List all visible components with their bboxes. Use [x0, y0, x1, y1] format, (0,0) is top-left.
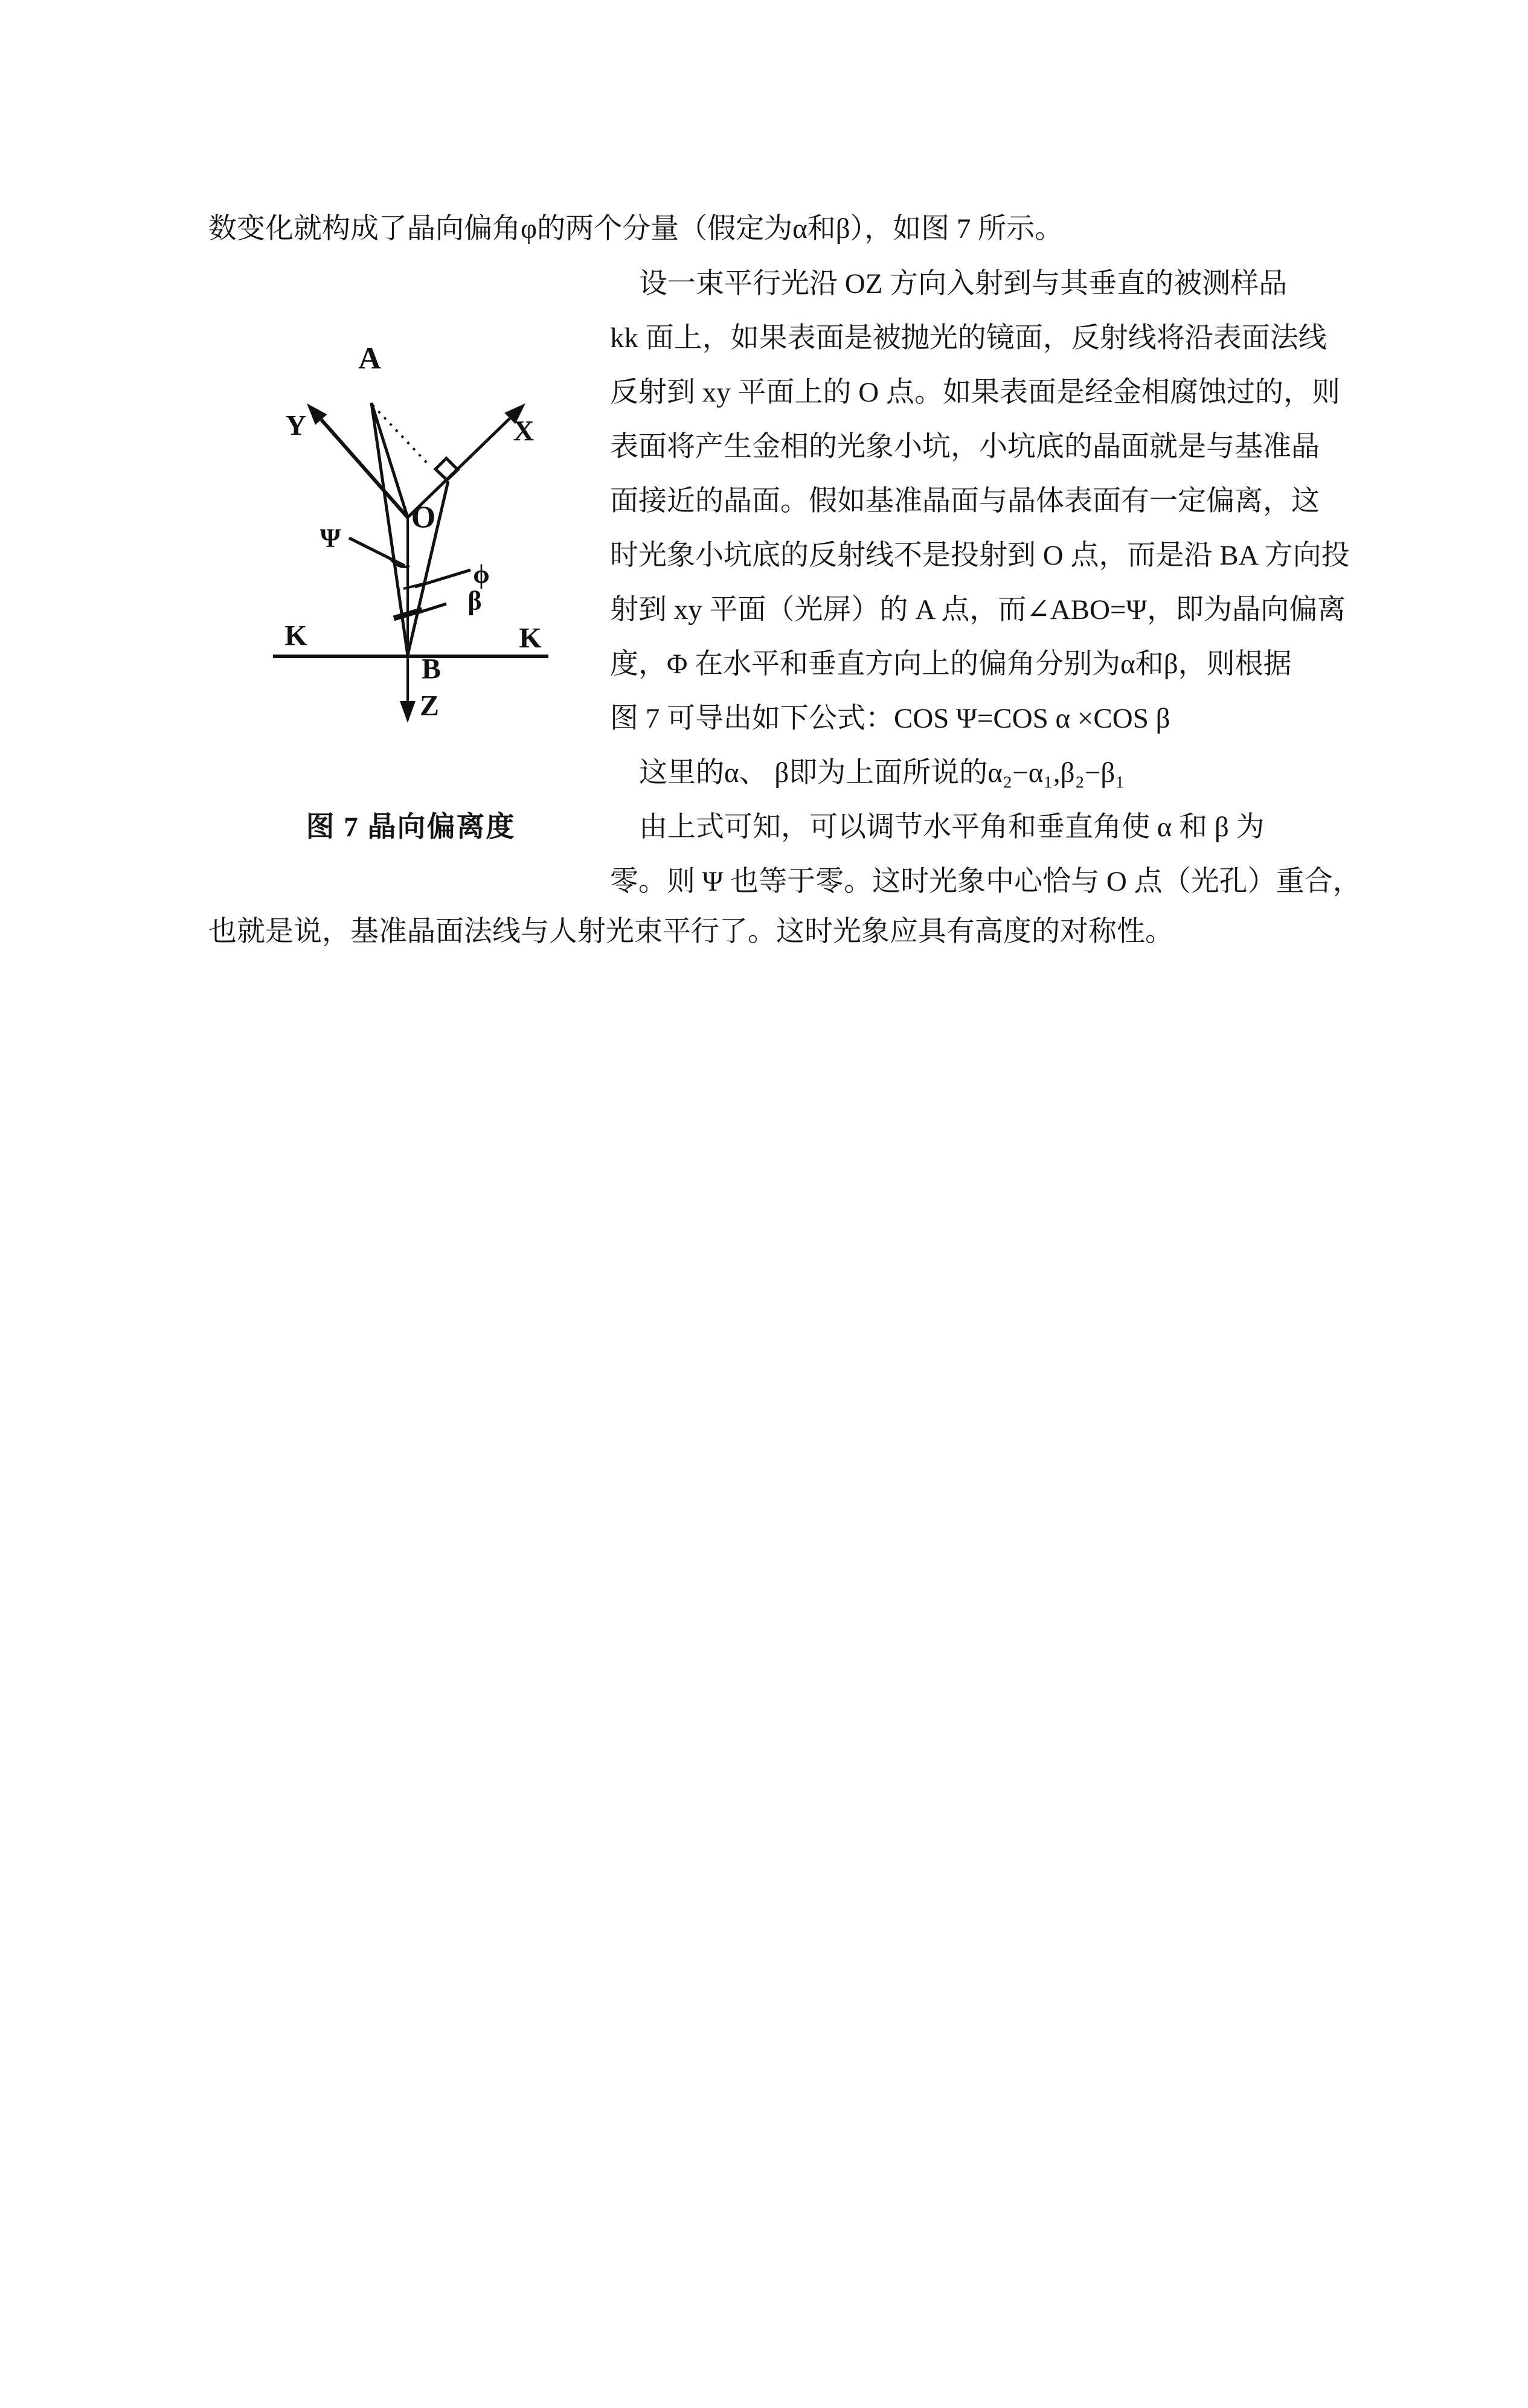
- paragraph-line: kk 面上，如果表面是被抛光的镜面，反射线将沿表面法线: [610, 322, 1327, 354]
- paragraph-line: 表面将产生金相的光象小坑，小坑底的晶面就是与基准晶: [610, 431, 1320, 463]
- psi-leader-line: [349, 538, 405, 566]
- paragraph-line: 由上式可知，可以调节水平角和垂直角使 α 和 β 为: [639, 812, 1265, 843]
- paragraph-line: 这里的α、 β即为上面所说的α₂−α₁,β₂−β₁: [639, 757, 1125, 789]
- label-angle-beta: β: [467, 586, 482, 616]
- label-angle-psi: Ψ: [319, 523, 341, 553]
- label-axis-z: Z: [419, 690, 440, 722]
- paragraph-line: 反射到 xy 平面上的 O 点。如果表面是经金相腐蚀过的，则: [610, 377, 1340, 408]
- label-angle-phi: ϕ: [473, 559, 490, 589]
- intro-paragraph-line: 数变化就构成了晶向偏角φ的两个分量（假定为α和β），如图 7 所示。: [208, 213, 1064, 245]
- label-k-left: K: [284, 620, 307, 652]
- closing-paragraph-line: 也就是说，基准晶面法线与人射光束平行了。这时光象应具有高度的对称性。: [208, 916, 1173, 947]
- z-axis-arrowhead-icon: [400, 701, 416, 723]
- paragraph-line: 设一束平行光沿 OZ 方向入射到与其垂直的被测样品: [639, 268, 1288, 299]
- paragraph-line: 度，Φ 在水平和垂直方向上的偏角分别为α和β，则根据: [610, 648, 1292, 680]
- label-axis-y: Y: [285, 409, 307, 442]
- label-point-b: B: [421, 653, 441, 685]
- label-point-a: A: [358, 341, 381, 376]
- paragraph-line: 零。则 Ψ 也等于零。这时光象中心恰与 O 点（光孔）重合，: [610, 866, 1361, 897]
- figure-7-diagram: [254, 326, 568, 737]
- oa-line: [371, 403, 408, 517]
- label-k-right: K: [519, 622, 542, 655]
- paragraph-line: 射到 xy 平面（光屏）的 A 点，而∠ABO=Ψ，即为晶向偏离: [610, 594, 1346, 626]
- label-origin-o: O: [411, 500, 436, 535]
- right-angle-mark-icon: [435, 458, 458, 480]
- label-axis-x: X: [513, 415, 534, 447]
- paragraph-line-formula: 图 7 可导出如下公式：COS Ψ=COS α ×COS β: [610, 703, 1170, 734]
- paragraph-line: 时光象小坑底的反射线不是投射到 O 点，而是沿 BA 方向投: [610, 540, 1350, 571]
- paragraph-line: 面接近的晶面。假如基准晶面与晶体表面有一定偏离，这: [610, 485, 1320, 517]
- y-axis-line: [321, 420, 408, 517]
- figure-caption: 图 7 晶向偏离度: [306, 812, 516, 843]
